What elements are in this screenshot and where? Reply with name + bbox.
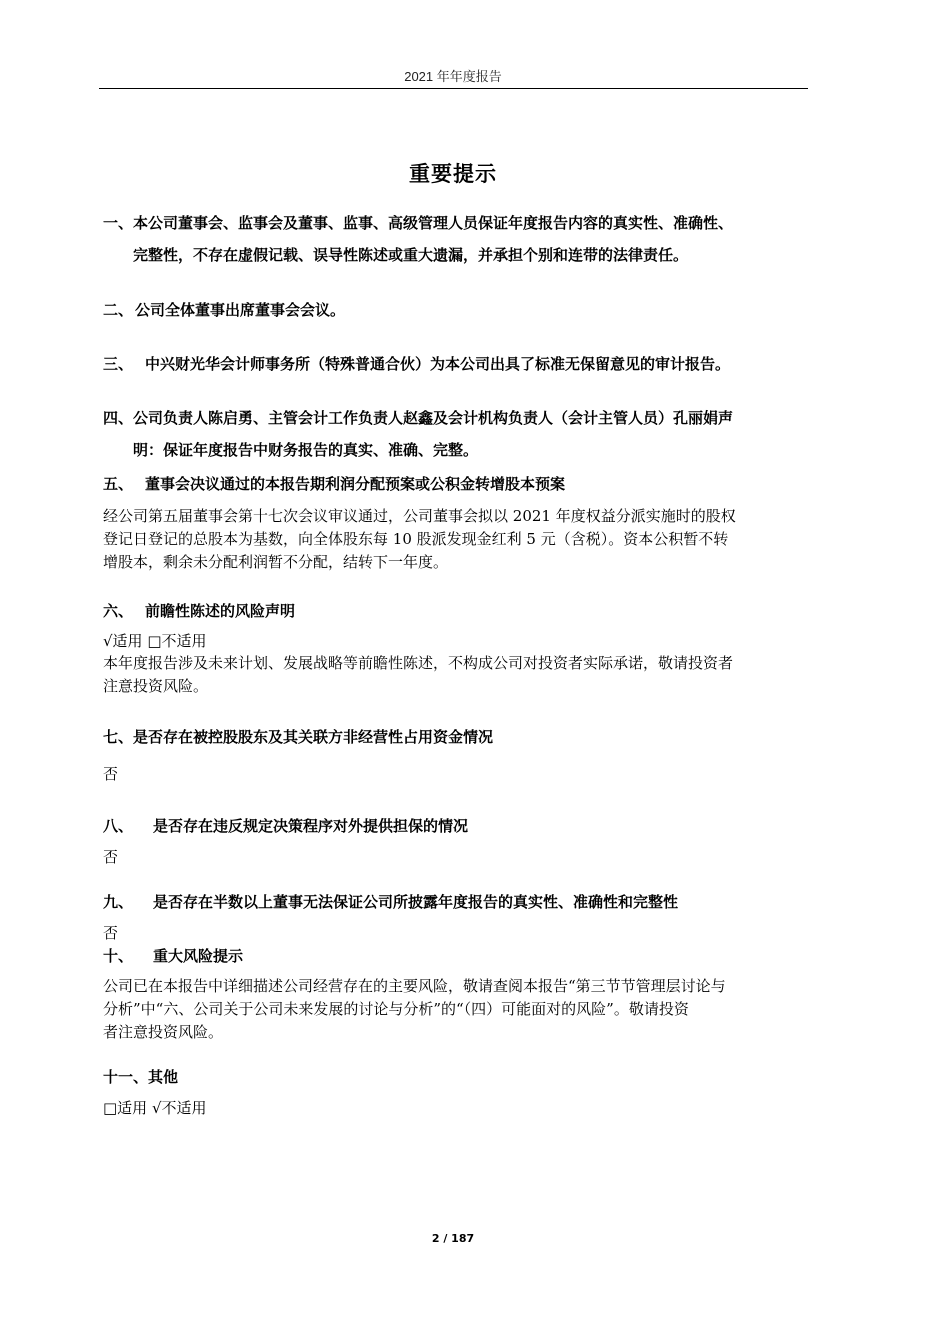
item-10-body: 公司已在本报告中详细描述公司经营存在的主要风险，敬请查阅本报告“第三节节管理层讨论与 分析”中“六、公司关于公司未来发展的讨论与分析”的“（四）可能面对的风险”。敬请投资 者注意投资风险。 [103, 977, 726, 1041]
item-1-line-2: 完整性，不存在虚假记载、误导性陈述或重大遗漏，并承担个别和连带的法律责任。 [133, 246, 689, 264]
item-9-answer: 否 [103, 924, 119, 942]
page-number: 2 / 187 [431, 1232, 475, 1245]
item-11-options: □适用 √不适用 [103, 1099, 207, 1117]
item-4-line-1: 四、公司负责人陈启勇、主管会计工作负责人赵鑫及会计机构负责人（会计主管人员）孔丽娟声 [103, 409, 734, 427]
page-title: 重要提示 [409, 162, 497, 186]
item-1-line-1: 一、本公司董事会、监事会及董事、监事、高级管理人员保证年度报告内容的真实性、准确性、 [103, 214, 734, 232]
item-2: 二、 公司全体董事出席董事会会议。 [103, 301, 346, 319]
item-4-line-2: 明：保证年度报告中财务报告的真实、准确、完整。 [133, 441, 479, 459]
item-3: 三、 中兴财光华会计师事务所（特殊普通合伙）为本公司出具了标准无保留意见的审计报告。 [103, 355, 731, 373]
item-11-heading: 十一、其他 [103, 1068, 179, 1086]
item-10-heading: 十、 重大风险提示 [103, 947, 244, 965]
item-7-heading: 七、是否存在被控股股东及其关联方非经营性占用资金情况 [103, 728, 494, 746]
item-5-heading: 五、 董事会决议通过的本报告期利润分配预案或公积金转增股本预案 [103, 475, 566, 493]
item-6-options: √适用 □不适用 [103, 632, 207, 650]
item-5-body: 经公司第五届董事会第十七次会议审议通过，公司董事会拟以 2021 年度权益分派实施时的股权 登记日登记的总股本为基数，向全体股东每 10 股派发现金红利 5 元（含税）。资本公积暂不转 增股本，剩余未分配利润暂不分配，结转下一年度。 [103, 507, 736, 571]
item-8-answer: 否 [103, 848, 119, 866]
item-6-body: 本年度报告涉及未来计划、发展战略等前瞻性陈述，不构成公司对投资者实际承诺，敬请投资者 注意投资风险。 [103, 654, 734, 695]
item-6-heading: 六、 前瞻性陈述的风险声明 [103, 602, 296, 620]
item-9-heading: 九、 是否存在半数以上董事无法保证公司所披露年度报告的真实性、准确性和完整性 [103, 893, 679, 911]
running-header: 2021 年年度报告 [404, 69, 502, 84]
header-divider [99, 88, 808, 89]
item-7-answer: 否 [103, 765, 119, 783]
item-8-heading: 八、 是否存在违反规定决策程序对外提供担保的情况 [103, 817, 469, 835]
